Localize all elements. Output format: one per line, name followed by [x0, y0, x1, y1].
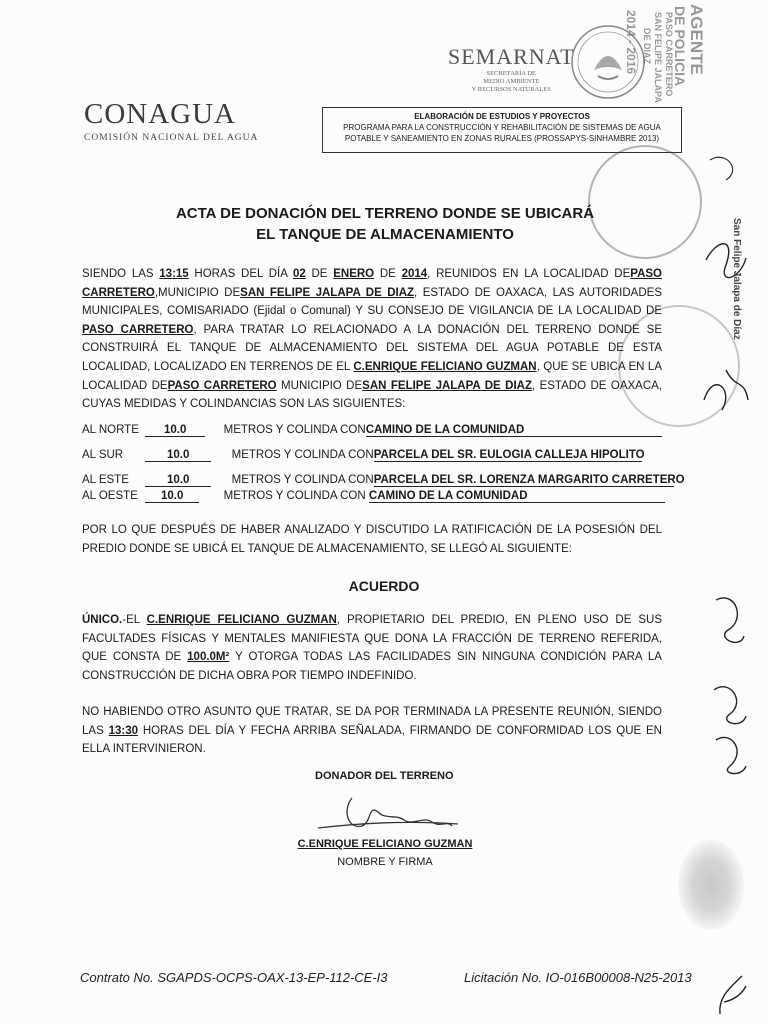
boundary-neighbor: CAMINO DE LA COMUNIDAD: [369, 490, 665, 503]
municipality: SAN FELIPE JALAPA DE DIAZ: [362, 379, 532, 392]
header-line-1: ELABORACIÓN DE ESTUDIOS Y PROYECTOS: [414, 112, 590, 121]
intro-text: MUNICIPIO DE: [276, 379, 363, 392]
intro-text: , ESTADO DE OAXACA, LAS AUTORIDADES MUNICIPALES, COMISARIADO (Ejidal o Comunal) Y SU CONSEJO DE VIGILANCIA DE LA LOCALIDAD DE: [82, 286, 662, 318]
boundary-value: 10.0: [145, 490, 199, 503]
boundary-value: 10.0: [145, 424, 205, 437]
boundary-south: [82, 449, 645, 462]
day: 02: [292, 268, 306, 280]
semarnat-name: SEMARNAT: [448, 44, 575, 69]
boundary-neighbor: PARCELA DEL SR. LORENZA MARGARITO CARRETERO: [373, 474, 685, 486]
boundary-value: 10.0: [145, 474, 211, 487]
intro-text: , ESTADO DE OAXACA, CUYAS MEDIDAS Y COLINDANCIAS SON LAS SIGUIENTES:: [82, 379, 662, 411]
title-line-1: ACTA DE DONACIÓN DEL TERRENO DONDE SE UBICARÁ: [175, 205, 595, 222]
side-stamp-text: San Felipe Jalapa de Díaz: [731, 218, 742, 340]
semarnat-sub-3: Y RECURSOS NATURALES: [471, 86, 551, 93]
intro-text: ,MUNICIPIO DE: [154, 286, 241, 299]
header-line-3: POTABLE Y SANEAMIENTO EN ZONAS RURALES (PROSSAPYS-SINHAMBRE 2013): [344, 134, 660, 143]
stamp-text-6: 2014 - 2016: [624, 10, 638, 75]
semarnat-logo: [448, 44, 575, 94]
stamp-text-5: DE DIAZ: [642, 28, 652, 64]
unico-paragraph: [82, 611, 662, 685]
boundary-text: METROS Y COLINDA CON: [231, 474, 374, 486]
semarnat-sub-2: MEDIO AMBIENTE: [483, 78, 540, 85]
municipality: SAN FELIPE JALAPA DE DIAZ: [240, 286, 415, 299]
boundary-east: [82, 474, 685, 487]
area-value: 100.0M²: [187, 651, 230, 664]
unico-text: , PROPIETARIO DEL PREDIO, EN PLENO USO DE SUS FACULTADES FÍSICAS Y MENTALES MANIFIESTA QUE DONA LA FRACCIÓN DE TERRENO REFERIDA, QUE CONSTA DE: [82, 614, 662, 664]
locality: PASO CARRETERO: [167, 379, 277, 392]
closing-paragraph: [82, 703, 662, 759]
footer-initials: [712, 966, 752, 1020]
comisariado-round-stamp: [588, 145, 702, 259]
unico-text: Y OTORGA TODAS LAS FACILIDADES SIN NINGUNA CONDICIÓN PARA LA CONSTRUCCIÓN DE DICHA OBRA POR TIEMPO INDEFINIDO.: [82, 651, 662, 682]
boundary-direction: AL NORTE: [82, 424, 139, 436]
boundary-value: 10.0: [145, 449, 211, 462]
conagua-logo: [84, 98, 258, 143]
boundary-direction: AL ESTE: [82, 474, 129, 486]
locality: PASO CARRETERO: [82, 268, 662, 299]
margin-signatures: [706, 590, 756, 780]
stamp-text-1: AGENTE: [687, 4, 706, 75]
intro-text: , QUE SE UBICA EN LA LOCALIDAD DE: [82, 360, 662, 392]
locality: PASO CARRETERO: [82, 323, 194, 336]
document-title: [170, 203, 600, 245]
intro-text: , REUNIDOS EN LA LOCALIDAD DE: [427, 268, 631, 280]
boundary-north: [82, 424, 662, 437]
header-line-2: PROGRAMA PARA LA CONSTRUCCIÓN Y REHABILITACIÓN DE SISTEMAS DE AGUA: [343, 123, 661, 132]
stamp-text-3: PASO CARRETERO: [664, 12, 674, 97]
conagua-subtitle: COMISIÓN NACIONAL DEL AGUA: [84, 133, 259, 143]
fingerprint: [678, 840, 744, 930]
boundary-text: METROS Y COLINDA CON: [231, 449, 374, 461]
contract-number: Contrato No. SGAPDS-OCPS-OAX-13-EP-112-CE-I3: [80, 970, 388, 985]
start-time: 13:15: [159, 268, 189, 280]
acuerdo-heading: ACUERDO: [348, 578, 420, 594]
intro-text: HORAS DEL DÍA: [188, 268, 293, 280]
analysis-paragraph: POR LO QUE DESPUÉS DE HABER ANALIZADO Y DISCUTIDO LA RATIFICACIÓN DE LA POSESIÓN DEL PREDIO DONDE SE UBICÁ EL TANQUE DE ALMACENAMIENTO, SE LLEGÓ AL SIGUIENTE:: [82, 524, 662, 555]
boundary-neighbor: PARCELA DEL SR. EULOGIA CALLEJA HIPOLITO: [373, 449, 645, 461]
unico-label: ÚNICO.: [82, 614, 123, 626]
intro-text: DE: [305, 268, 334, 280]
boundary-text: METROS Y COLINDA CON: [223, 490, 369, 502]
donor-sign-caption: NOMBRE Y FIRMA: [337, 856, 433, 868]
stamp-text-2: DE POLICIA: [672, 6, 688, 87]
boundary-neighbor: CAMINO DE LA COMUNIDAD: [366, 424, 662, 437]
stamp-text-4: SAN FELIPE JALAPA: [653, 12, 663, 103]
owner-name: C.ENRIQUE FELICIANO GUZMAN: [353, 360, 537, 373]
boundary-direction: AL SUR: [82, 449, 124, 461]
intro-text: DE: [374, 268, 402, 280]
closing-text: NO HABIENDO OTRO ASUNTO QUE TRATAR, SE DA POR TERMINADA LA PRESENTE REUNIÓN, SIENDO LAS: [82, 706, 662, 737]
intro-paragraph: [82, 265, 662, 414]
year: 2014: [401, 268, 428, 280]
month: ENERO: [333, 268, 375, 280]
donor-label: DONADOR DEL TERRENO: [315, 770, 454, 782]
unico-text: -EL: [122, 614, 147, 626]
donor-name: C.ENRIQUE FELICIANO GUZMAN: [297, 838, 473, 850]
closing-text: HORAS DEL DÍA Y FECHA ARRIBA SEÑALADA, FIRMANDO DE CONFORMIDAD LOS QUE EN ELLA INTERVINIERON.: [82, 724, 662, 756]
tender-number: Licitación No. IO-016B00008-N25-2013: [464, 970, 692, 985]
boundary-text: METROS Y COLINDA CON: [223, 424, 366, 436]
semarnat-sub-1: SECRETARÍA DE: [486, 70, 537, 77]
agente-policia-stamp: [624, 0, 746, 130]
side-signatures: [696, 140, 756, 420]
intro-text: SIENDO LAS: [82, 268, 160, 280]
boundary-west: [82, 490, 665, 503]
boundary-direction: AL OESTE: [82, 490, 138, 502]
donor-signature: [312, 790, 462, 840]
owner-name: C.ENRIQUE FELICIANO GUZMAN: [146, 614, 337, 626]
intro-text: , PARA TRATAR LO RELACIONADO A LA DONACIÓN DEL TERRENO DONDE SE CONSTRUIRÁ EL TANQUE DE ALMACENAMIENTO DEL SISTEMA DEL AGUA POTABLE DE ESTA LOCALIDAD, LOCALIZADO EN TERRENOS DE EL: [82, 323, 662, 373]
title-line-2: EL TANQUE DE ALMACENAMIENTO: [256, 226, 514, 243]
conagua-name: CONAGUA: [84, 98, 236, 130]
end-time: 13:30: [108, 724, 138, 737]
program-header-box: [322, 107, 682, 153]
